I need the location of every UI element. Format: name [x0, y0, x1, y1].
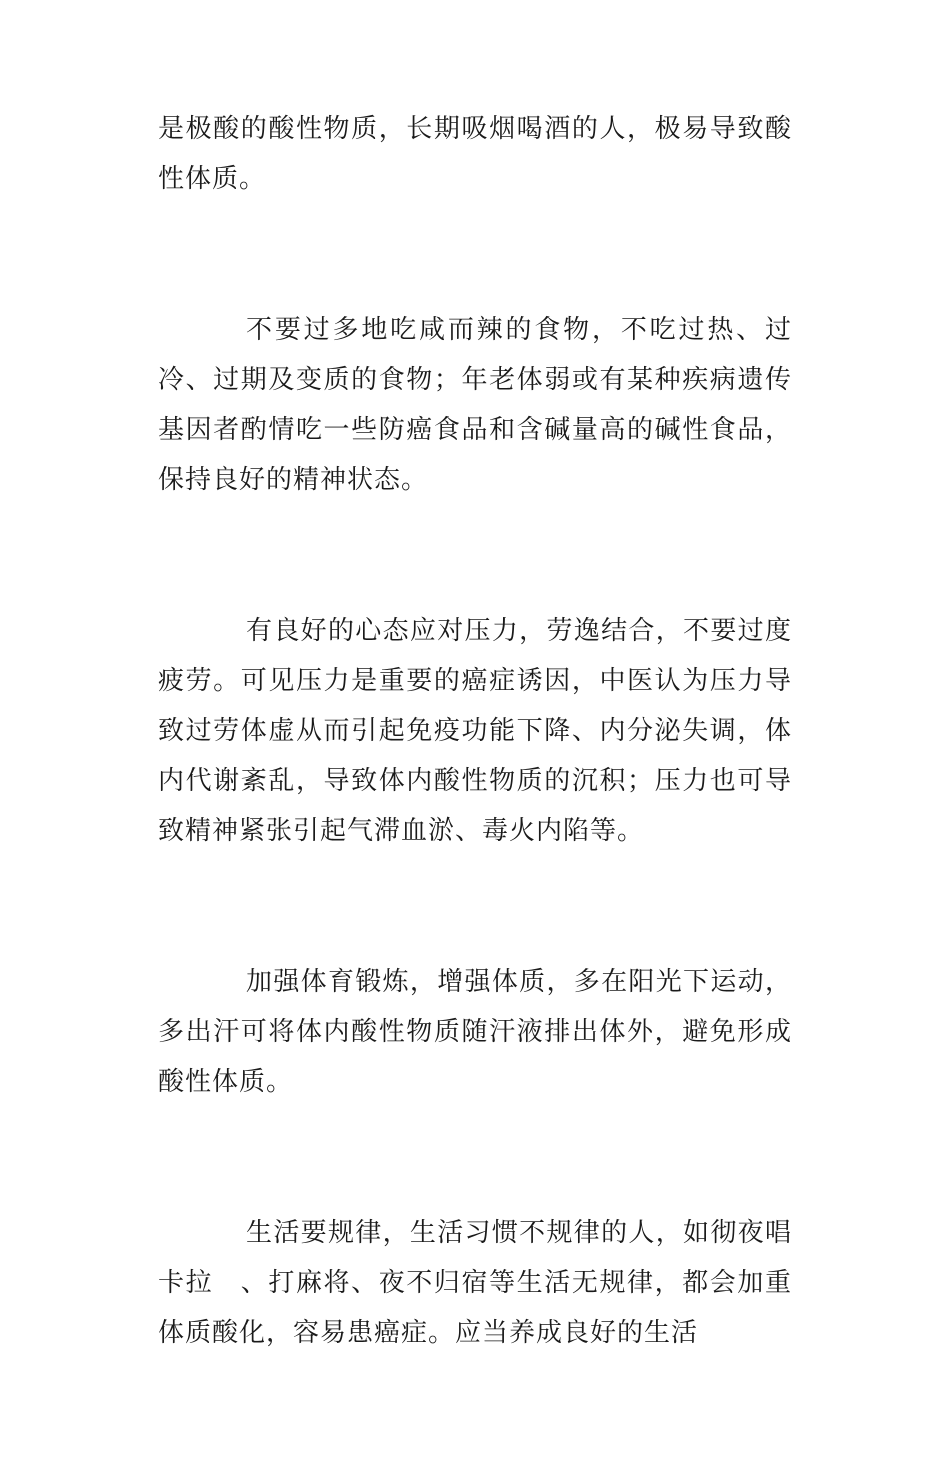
- paragraph-3: 有良好的心态应对压力，劳逸结合，不要过度疲劳。可见压力是重要的癌症诱因，中医认为压力导致过劳体虚从而引起免疫功能下降、内分泌失调，体内代谢紊乱，导致体内酸性物质的沉积；压力也可导致精神紧张引起气滞血淤、毒火内陷等。: [158, 616, 792, 846]
- paragraph-1: 是极酸的酸性物质，长期吸烟喝酒的人，极易导致酸性体质。: [158, 114, 792, 194]
- document-body: [158, 104, 792, 1459]
- paragraph-5: 生活要规律，生活习惯不规律的人，如彻夜唱卡拉 、打麻将、夜不归宿等生活无规律，都会加重体质酸化，容易患癌症。应当养成良好的生活: [158, 1218, 792, 1348]
- paragraph-2: 不要过多地吃咸而辣的食物，不吃过热、过冷、过期及变质的食物；年老体弱或有某种疾病遗传基因者酌情吃一些防癌食品和含碱量高的碱性食品，保持良好的精神状态。: [158, 315, 792, 495]
- paragraph-4: 加强体育锻炼，增强体质，多在阳光下运动，多出汗可将体内酸性物质随汗液排出体外，避免形成酸性体质。: [158, 967, 792, 1097]
